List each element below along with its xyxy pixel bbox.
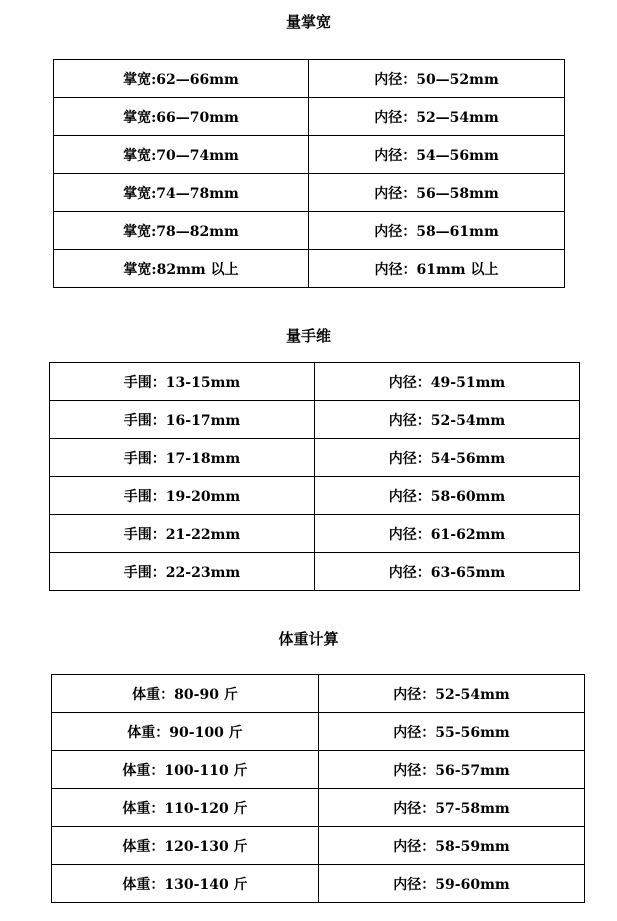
palm-width-cell: 掌宽:70—74mm xyxy=(54,136,309,174)
table-row xyxy=(50,401,580,439)
inner-diameter-cell: 内径：50—52mm xyxy=(309,60,565,98)
weight-table xyxy=(51,674,585,903)
inner-diameter-cell: 内径：49-51mm xyxy=(315,363,580,401)
inner-diameter-cell: 内径：52—54mm xyxy=(309,98,565,136)
section-title-palm-width: 量掌宽 xyxy=(285,13,331,31)
table-row xyxy=(52,789,585,827)
weight-cell: 体重：120-130 斤 xyxy=(52,827,319,865)
inner-diameter-cell: 内径：52-54mm xyxy=(315,401,580,439)
inner-diameter-cell: 内径：61mm 以上 xyxy=(309,250,565,288)
table-row xyxy=(54,250,565,288)
table-row xyxy=(52,751,585,789)
inner-diameter-cell: 内径：56-57mm xyxy=(319,751,585,789)
palm-width-cell: 掌宽:78—82mm xyxy=(54,212,309,250)
inner-diameter-cell: 内径：55-56mm xyxy=(319,713,585,751)
weight-cell: 体重：90-100 斤 xyxy=(52,713,319,751)
table-row xyxy=(54,60,565,98)
inner-diameter-cell: 内径：56—58mm xyxy=(309,174,565,212)
table-row xyxy=(54,174,565,212)
inner-diameter-cell: 内径：58-60mm xyxy=(315,477,580,515)
table-row xyxy=(50,477,580,515)
palm-width-table xyxy=(53,59,565,288)
table-row xyxy=(52,713,585,751)
hand-circumference-cell: 手围：21-22mm xyxy=(50,515,315,553)
weight-cell: 体重：80-90 斤 xyxy=(52,675,319,713)
inner-diameter-cell: 内径：57-58mm xyxy=(319,789,585,827)
inner-diameter-cell: 内径：58—61mm xyxy=(309,212,565,250)
table-row xyxy=(54,98,565,136)
table-row xyxy=(50,515,580,553)
inner-diameter-cell: 内径：61-62mm xyxy=(315,515,580,553)
hand-circumference-table xyxy=(49,362,580,591)
inner-diameter-cell: 内径：54—56mm xyxy=(309,136,565,174)
hand-circumference-cell: 手围：19-20mm xyxy=(50,477,315,515)
weight-cell: 体重：100-110 斤 xyxy=(52,751,319,789)
table-row xyxy=(50,553,580,591)
palm-width-cell: 掌宽:62—66mm xyxy=(54,60,309,98)
hand-circumference-cell: 手围：22-23mm xyxy=(50,553,315,591)
hand-circumference-cell: 手围：13-15mm xyxy=(50,363,315,401)
inner-diameter-cell: 内径：52-54mm xyxy=(319,675,585,713)
weight-cell: 体重：130-140 斤 xyxy=(52,865,319,903)
inner-diameter-cell: 内径：58-59mm xyxy=(319,827,585,865)
table-row xyxy=(54,136,565,174)
hand-circumference-cell: 手围：17-18mm xyxy=(50,439,315,477)
table-row xyxy=(54,212,565,250)
table-row xyxy=(52,827,585,865)
inner-diameter-cell: 内径：59-60mm xyxy=(319,865,585,903)
palm-width-cell: 掌宽:74—78mm xyxy=(54,174,309,212)
table-row xyxy=(52,675,585,713)
section-title-hand-circumference: 量手维 xyxy=(285,327,331,345)
table-row xyxy=(50,439,580,477)
weight-cell: 体重：110-120 斤 xyxy=(52,789,319,827)
table-row xyxy=(52,865,585,903)
table-row xyxy=(50,363,580,401)
palm-width-cell: 掌宽:82mm 以上 xyxy=(54,250,309,288)
section-title-weight: 体重计算 xyxy=(278,630,339,648)
hand-circumference-cell: 手围：16-17mm xyxy=(50,401,315,439)
palm-width-cell: 掌宽:66—70mm xyxy=(54,98,309,136)
inner-diameter-cell: 内径：63-65mm xyxy=(315,553,580,591)
inner-diameter-cell: 内径：54-56mm xyxy=(315,439,580,477)
